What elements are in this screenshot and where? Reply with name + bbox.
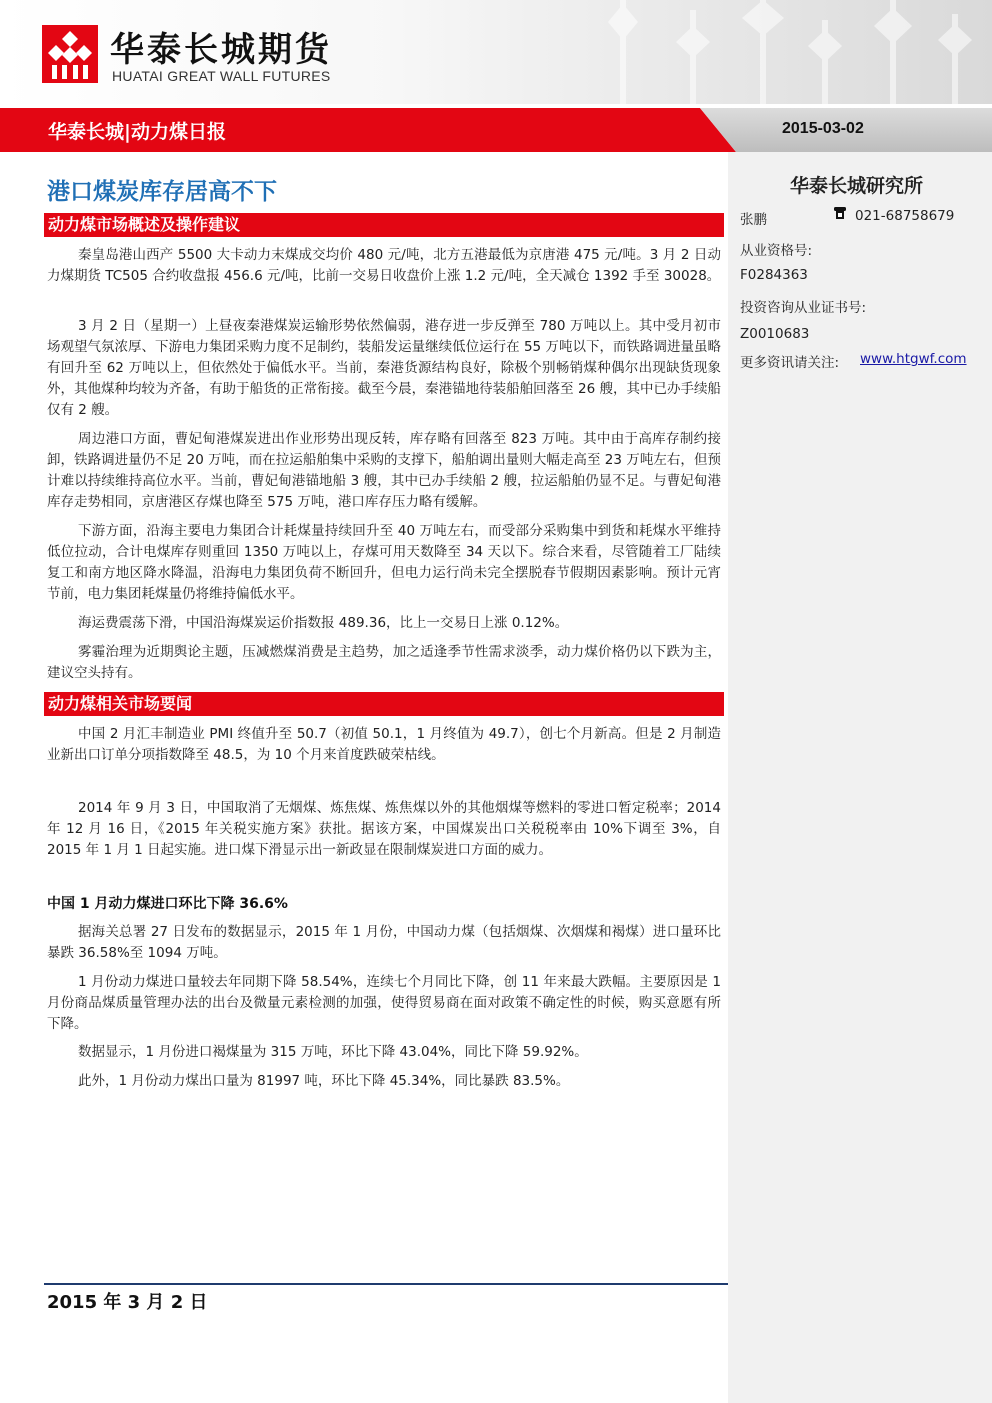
paragraph-freight: 海运费震荡下滑，中国沿海煤炭运价指数报 489.36，比上一交易日上涨 0.12%。 [78, 615, 569, 631]
paragraph-price: 秦皇岛港山西产 5500 大卡动力末煤成交均价 480 元/吨，北方五港最低为京唐港 475 元/吨。3 月 2 日动力煤期货 TC505 合约收盘报 456.6 元/吨，比前一交易日收盘价上涨 1.2 元/吨，全天减仓 1392 手至 30028。 [47, 247, 721, 284]
paragraph-advice: 雾霾治理为近期舆论主题，压减燃煤消费是主趋势，加之适逢季节性需求淡季，动力煤价格仍以下跌为主，建议空头持有。 [47, 644, 721, 681]
institute-name: 华泰长城研究所 [790, 175, 924, 197]
paragraph-customs: 据海关总署 27 日发布的数据显示，2015 年 1 月份，中国动力煤（包括烟煤、次烟煤和褐煤）进口量环比暴跌 36.58%至 1094 万吨。 [47, 924, 721, 961]
analyst-name: 张鹏 [740, 212, 767, 228]
paragraph-caofeidian: 周边港口方面，曹妃甸港煤炭进出作业形势出现反转，库存略有回落至 823 万吨。其中由于高库存制约接卸，铁路调进量仍不足 20 万吨，而在拉运船舶集中采购的支撑下，船舶调出量则大幅走高至 23 万吨左右，但预计难以持续维持高位水平。当前，曹妃甸港锚地船 3 艘，其中已办手续船 2 艘，拉运船舶仍显不足。与曹妃甸港库存走势相同，京唐港区存煤也降至 575 万吨，港口库存压力略有缓解。 [47, 431, 721, 510]
qualification-label: 从业资格号: [740, 243, 813, 259]
page-header [0, 0, 992, 104]
page-title: 港口煤炭库存居高不下 [47, 179, 277, 205]
phone-icon [833, 206, 847, 220]
news-subheading: 中国 1 月动力煤进口环比下降 36.6% [47, 896, 288, 912]
paragraph-import-decline: 1 月份动力煤进口量较去年同期下降 58.54%，连续七个月同比下降，创 11 年来最大跌幅。主要原因是 1 月份商品煤质量管理办法的出台及微量元素检测的加强，使得贸易商在面对政策不确定性的时候，购买意愿有所下降。 [47, 974, 721, 1032]
footer-date: 2015 年 3 月 2 日 [47, 1292, 208, 1313]
paragraph-downstream: 下游方面，沿海主要电力集团合计耗煤量持续回升至 40 万吨左右，而受部分采购集中到货和耗煤水平维持低位拉动，合计电煤库存则重回 1350 万吨以上，存煤可用天数降至 34 天以下。综合来看，尽管随着工厂陆续复工和南方地区降水降温，沿海电力集团负荷不断回升，但电力运行尚未完全摆脱春节假期因素影响。预计元宵节前，电力集团耗煤量仍将维持偏低水平。 [47, 523, 721, 602]
paragraph-lignite: 数据显示，1 月份进口褐煤量为 315 万吨，环比下降 43.04%，同比下降 59.92%。 [78, 1044, 588, 1060]
section-heading-news: 动力煤相关市场要闻 [44, 692, 724, 716]
header-decoration-icon [560, 0, 992, 104]
analyst-phone: 021-68758679 [855, 208, 955, 224]
consult-cert-label: 投资咨询从业证书号: [740, 300, 867, 316]
report-banner [0, 108, 992, 152]
section-heading-overview: 动力煤市场概述及操作建议 [44, 213, 724, 237]
paragraph-qinhuangdao: 3 月 2 日（星期一）上昼夜秦港煤炭运输形势依然偏弱，港存进一步反弹至 780 万吨以上。其中受月初市场观望气氛浓厚、下游电力集团采购力度不足制约，装船发运量继续低位运行在 55 万吨以下，而铁路调进量虽略有回升至 62 万吨以上，但依然处于偏低水平。当前，秦港货源结构良好，除极个别畅销煤种偶尔出现缺货现象外，其他煤种均较为齐备，有助于船货的正常衔接。截至今晨，秦港锚地待装船舶回落至 26 艘，其中已办手续船仅有 2 艘。 [47, 318, 721, 418]
company-name-cn: 华泰长城期货 [110, 30, 332, 70]
company-logo-icon [42, 25, 98, 83]
consult-cert-number: Z0010683 [740, 326, 810, 342]
report-date: 2015-03-02 [782, 120, 864, 137]
website-link[interactable]: www.htgwf.com [860, 351, 967, 367]
report-title: 华泰长城|动力煤日报 [48, 121, 226, 143]
paragraph-pmi: 中国 2 月汇丰制造业 PMI 终值升至 50.7（初值 50.1，1 月终值为 49.7），创七个月新高。但是 2 月制造业新出口订单分项指数降至 48.5，为 10 个月来首度跌破荣枯线。 [47, 726, 721, 763]
company-name-en: HUATAI GREAT WALL FUTURES [112, 68, 331, 84]
more-info-label: 更多资讯请关注: [740, 355, 840, 371]
paragraph-export: 此外，1 月份动力煤出口量为 81997 吨，环比下降 45.34%，同比暴跌 83.5%。 [78, 1073, 570, 1089]
qualification-number: F0284363 [740, 267, 808, 283]
paragraph-tariff: 2014 年 9 月 3 日，中国取消了无烟煤、炼焦煤、炼焦煤以外的其他烟煤等燃料的零进口暂定税率；2014 年 12 月 16 日，《2015 年关税实施方案》获批。据该方案，中国煤炭出口关税税率由 10%下调至 3%，自 2015 年 1 月 1 日起实施。进口煤下滑显示出一新政显在限制煤炭进口方面的威力。 [47, 800, 721, 858]
footer-divider [44, 1283, 728, 1285]
